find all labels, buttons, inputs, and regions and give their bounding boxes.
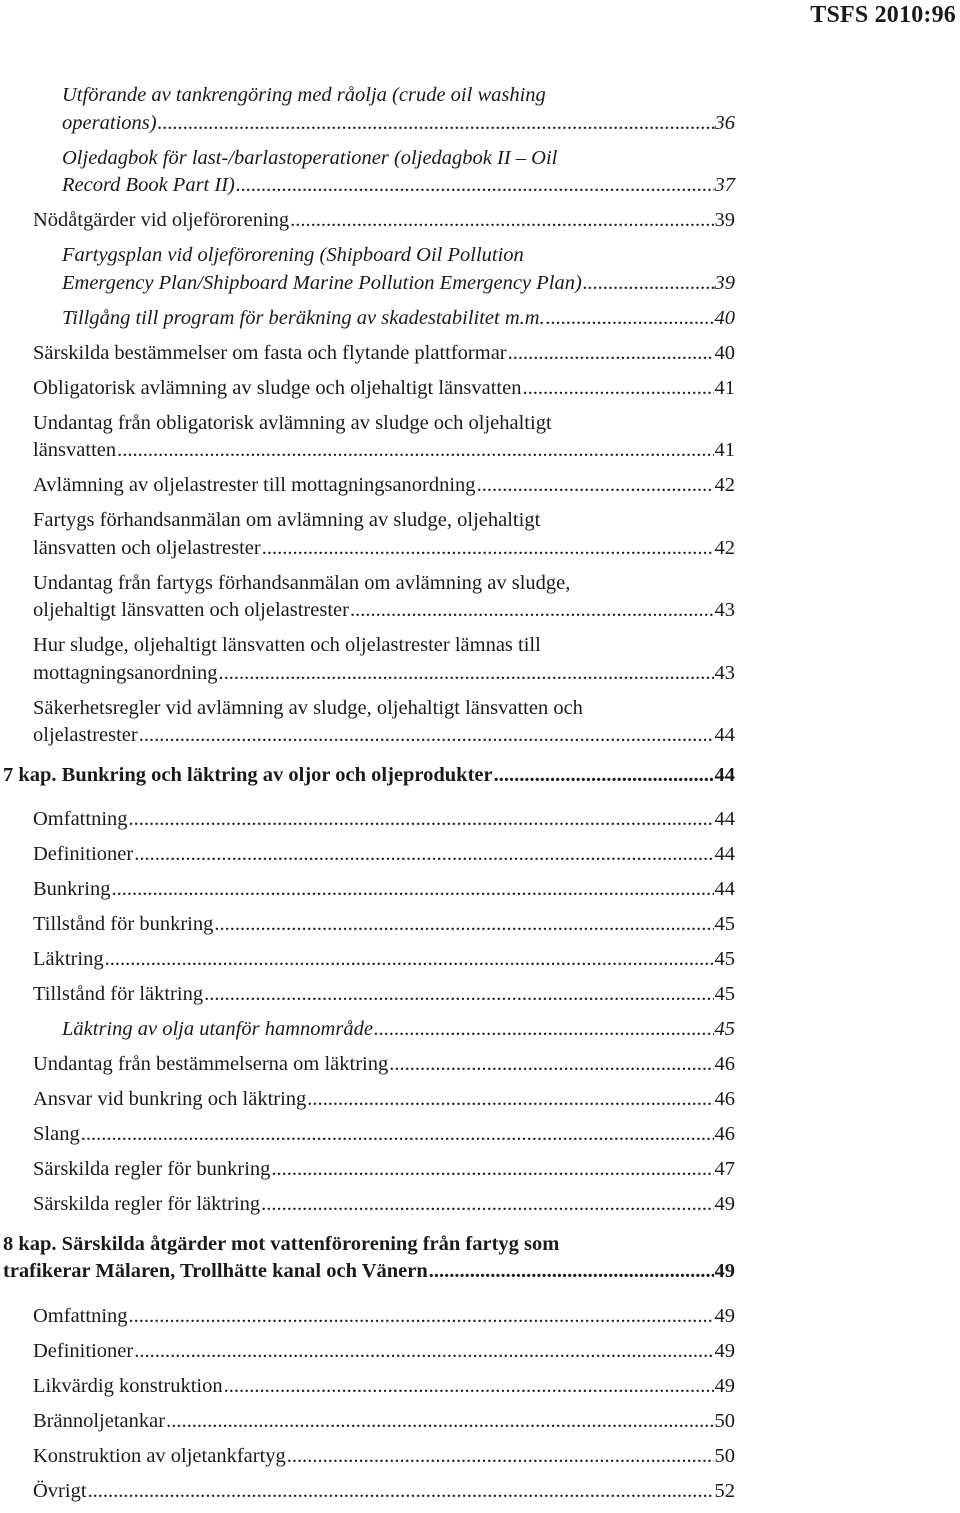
page-number: 40 — [714, 341, 735, 364]
dot-leader — [429, 1258, 714, 1286]
dot-leader — [546, 305, 714, 333]
toc-entry-line — [33, 876, 735, 904]
toc-chapter-entry[interactable] — [0, 762, 960, 790]
dot-leader — [139, 722, 714, 750]
toc-entry-line — [33, 437, 735, 465]
page-number: 42 — [714, 536, 735, 559]
toc-entry-line — [33, 1338, 735, 1366]
dot-leader — [134, 841, 713, 869]
dot-leader — [224, 1373, 714, 1401]
toc-entry[interactable] — [0, 305, 960, 333]
toc-entry[interactable] — [0, 911, 960, 939]
toc-entry-title: Definitioner — [33, 843, 134, 865]
toc-entry-title-line: Undantag från obligatorisk avlämning av sludge och oljehaltigt — [33, 411, 552, 434]
dot-leader — [262, 535, 714, 563]
toc-entry-title: länsvatten och oljelastrester — [33, 536, 261, 559]
toc-entry-line — [33, 981, 735, 1009]
page-number: 52 — [714, 1479, 735, 1502]
toc-entry[interactable] — [0, 1121, 960, 1149]
toc-entry[interactable] — [0, 145, 960, 200]
toc-entry-line — [62, 110, 735, 138]
toc-entry-line — [33, 340, 735, 368]
toc-entry-title: Omfattning — [33, 808, 128, 830]
toc-entry-line — [33, 472, 735, 500]
toc-entry[interactable] — [0, 841, 960, 869]
page-number: 49 — [714, 1260, 735, 1282]
toc-entry[interactable] — [0, 1303, 960, 1331]
toc-entry[interactable] — [0, 570, 960, 625]
page-number: 45 — [714, 948, 735, 970]
toc-entry-title: Ansvar vid bunkring och läktring — [33, 1088, 307, 1110]
toc-entry[interactable] — [0, 1338, 960, 1366]
page-number: 44 — [714, 843, 735, 865]
toc-entry-title-line: Säkerhetsregler vid avlämning av sludge, oljehaltigt länsvatten och — [33, 696, 583, 719]
toc-entry-line — [33, 207, 735, 235]
toc-entry[interactable] — [0, 340, 960, 368]
toc-entry[interactable] — [0, 1373, 960, 1401]
page-number: 45 — [714, 913, 735, 935]
toc-entry-title: oljelastrester — [33, 724, 138, 746]
dot-leader — [117, 437, 713, 465]
toc-entry-title-line: 8 kap. Särskilda åtgärder mot vattenförorening från fartyg som — [3, 1232, 560, 1255]
toc-entry-line — [33, 1373, 735, 1401]
toc-entry[interactable] — [0, 1156, 960, 1184]
toc-entry-title: Särskilda bestämmelser om fasta och flytande plattformar — [33, 341, 507, 364]
page-number: 44 — [714, 878, 735, 900]
document-code: TSFS 2010:96 — [810, 2, 956, 28]
toc-entry-line — [33, 841, 735, 869]
toc-entry-title: Emergency Plan/Shipboard Marine Pollution Emergency Plan) — [62, 271, 582, 294]
toc-entry-title: Tillstånd för läktring — [33, 983, 204, 1005]
page-number: 49 — [714, 1339, 735, 1362]
dot-leader — [374, 1016, 714, 1044]
page-number: 49 — [714, 1374, 735, 1397]
toc-entry[interactable] — [0, 946, 960, 974]
dot-leader — [508, 340, 714, 368]
table-of-contents — [0, 82, 960, 1513]
toc-entry[interactable] — [0, 632, 960, 687]
toc-entry-title: Undantag från bestämmelserna om läktring — [33, 1053, 389, 1075]
toc-entry[interactable] — [0, 981, 960, 1009]
page-number: 46 — [714, 1053, 735, 1075]
dot-leader — [477, 472, 714, 500]
toc-entry-line — [33, 1408, 735, 1436]
page-number: 39 — [714, 271, 735, 294]
toc-entry-title: Övrigt — [33, 1479, 87, 1502]
page-number: 50 — [714, 1444, 735, 1467]
toc-entry[interactable] — [0, 1086, 960, 1114]
toc-entry-title: Obligatorisk avlämning av sludge och oljehaltigt länsvatten — [33, 376, 522, 399]
toc-entry[interactable] — [0, 207, 960, 235]
toc-entry[interactable] — [0, 242, 960, 297]
toc-entry-line — [33, 1303, 735, 1331]
dot-leader — [105, 946, 714, 974]
toc-entry-title-line: Fartygsplan vid oljeförorening (Shipboard Oil Pollution — [62, 244, 524, 266]
toc-entry[interactable] — [0, 1443, 960, 1471]
toc-entry[interactable] — [0, 1478, 960, 1506]
toc-entry-title: Record Book Part II) — [62, 174, 235, 196]
toc-entry[interactable] — [0, 507, 960, 562]
toc-entry-title: Särskilda regler för bunkring — [33, 1158, 271, 1180]
page-number: 43 — [714, 599, 735, 621]
dot-leader — [204, 981, 713, 1009]
toc-entry-line — [33, 375, 735, 403]
toc-entry-title-line: Utförande av tankrengöring med råolja (crude oil washing — [62, 84, 546, 106]
toc-entry-line — [33, 1443, 735, 1471]
dot-leader — [522, 375, 713, 403]
toc-entry[interactable] — [0, 695, 960, 750]
dot-leader — [129, 806, 714, 834]
dot-leader — [166, 1408, 713, 1436]
page-number: 46 — [714, 1088, 735, 1110]
toc-entry-line — [33, 597, 735, 625]
page-number: 47 — [714, 1158, 735, 1180]
page-number: 49 — [714, 1304, 735, 1327]
page-number: 46 — [714, 1123, 735, 1145]
dot-leader — [350, 597, 714, 625]
toc-entry-title: Särskilda regler för läktring — [33, 1193, 261, 1215]
toc-entry-line — [33, 1086, 735, 1114]
toc-entry[interactable] — [0, 1051, 960, 1079]
toc-entry-line — [33, 535, 735, 563]
toc-entry-title: mottagningsanordning — [33, 661, 218, 684]
toc-entry-title: 7 kap. Bunkring och läktring av oljor och oljeprodukter — [3, 763, 493, 786]
toc-entry[interactable] — [0, 806, 960, 834]
toc-entry[interactable] — [0, 876, 960, 904]
toc-entry-title: Omfattning — [33, 1304, 128, 1327]
dot-leader — [271, 1156, 713, 1184]
page-number: 37 — [714, 174, 735, 196]
page-number: 44 — [714, 763, 735, 786]
toc-entry[interactable] — [0, 1016, 960, 1044]
dot-leader — [129, 1303, 714, 1331]
page-number: 41 — [714, 376, 735, 399]
toc-entry-line — [33, 1191, 735, 1219]
toc-entry-title: Definitioner — [33, 1339, 134, 1362]
toc-entry-title: oljehaltigt länsvatten och oljelastrester — [33, 599, 349, 621]
toc-entry-line — [33, 722, 735, 750]
dot-leader — [307, 1086, 713, 1114]
page-number: 41 — [714, 439, 735, 461]
dot-leader — [494, 762, 714, 790]
toc-entry-title: Konstruktion av oljetankfartyg — [33, 1444, 286, 1467]
toc-entry-line — [33, 660, 735, 688]
toc-chapter-entry[interactable] — [0, 1231, 960, 1286]
page-number: 44 — [714, 808, 735, 830]
page-number: 42 — [714, 474, 735, 496]
toc-entry-line — [62, 270, 735, 298]
page-number: 45 — [714, 1018, 735, 1040]
toc-entry-title: länsvatten — [33, 439, 117, 461]
toc-entry-title: Läktring av olja utanför hamnområde — [62, 1018, 373, 1040]
dot-leader — [134, 1338, 713, 1366]
dot-leader — [389, 1051, 713, 1079]
dot-leader — [236, 172, 714, 200]
toc-entry-title-line: Fartygs förhandsanmälan om avlämning av sludge, oljehaltigt — [33, 509, 541, 531]
toc-entry-line — [62, 1016, 735, 1044]
toc-entry-title: Likvärdig konstruktion — [33, 1374, 223, 1397]
toc-entry-line — [33, 1051, 735, 1079]
page-number: 44 — [714, 724, 735, 746]
toc-entry-line — [33, 1156, 735, 1184]
dot-leader — [290, 207, 713, 235]
page-number: 43 — [714, 661, 735, 684]
toc-entry-title: Brännoljetankar — [33, 1409, 166, 1432]
toc-entry[interactable] — [0, 1191, 960, 1219]
page-number: 50 — [714, 1409, 735, 1432]
toc-entry[interactable] — [0, 472, 960, 500]
toc-entry[interactable] — [0, 410, 960, 465]
dot-leader — [81, 1121, 714, 1149]
dot-leader — [261, 1191, 713, 1219]
toc-entry[interactable] — [0, 375, 960, 403]
dot-leader — [583, 270, 714, 298]
toc-entry-line — [33, 946, 735, 974]
toc-entry-title: Tillstånd för bunkring — [33, 913, 214, 935]
toc-entry-title-line: Hur sludge, oljehaltigt länsvatten och oljelastrester lämnas till — [33, 634, 541, 656]
dot-leader — [218, 660, 713, 688]
toc-entry-line — [33, 806, 735, 834]
page-number: 40 — [714, 306, 735, 329]
dot-leader — [158, 110, 714, 138]
dot-leader — [287, 1443, 714, 1471]
dot-leader — [111, 876, 713, 904]
dot-leader — [214, 911, 713, 939]
toc-entry-title: Slang — [33, 1123, 80, 1145]
toc-entry-title: trafikerar Mälaren, Trollhätte kanal och Vänern — [3, 1260, 428, 1282]
toc-entry-title: Avlämning av oljelastrester till mottagningsanordning — [33, 474, 476, 496]
page-number: 49 — [714, 1193, 735, 1215]
dot-leader — [88, 1478, 714, 1506]
toc-entry-line — [33, 1121, 735, 1149]
toc-entry-title-line: Undantag från fartygs förhandsanmälan om avlämning av sludge, — [33, 571, 571, 594]
toc-entry[interactable] — [0, 1408, 960, 1436]
page-number: 36 — [714, 111, 735, 134]
toc-entry-title: Nödåtgärder vid oljeförorening — [33, 209, 290, 231]
toc-entry-line — [3, 762, 735, 790]
page-number: 39 — [714, 209, 735, 231]
toc-entry-line — [33, 1478, 735, 1506]
toc-entry-line — [62, 172, 735, 200]
toc-entry-title: Tillgång till program för beräkning av skadestabilitet m.m. — [62, 306, 545, 329]
page-number: 45 — [714, 983, 735, 1005]
toc-entry-title: Bunkring — [33, 878, 111, 900]
toc-entry[interactable] — [0, 82, 960, 137]
toc-entry-line — [62, 305, 735, 333]
toc-entry-title: operations) — [62, 111, 157, 134]
toc-entry-title-line: Oljedagbok för last-/barlastoperationer (oljedagbok II – Oil — [62, 146, 558, 169]
toc-entry-title: Läktring — [33, 948, 104, 970]
toc-entry-line — [33, 911, 735, 939]
toc-entry-line — [3, 1258, 735, 1286]
